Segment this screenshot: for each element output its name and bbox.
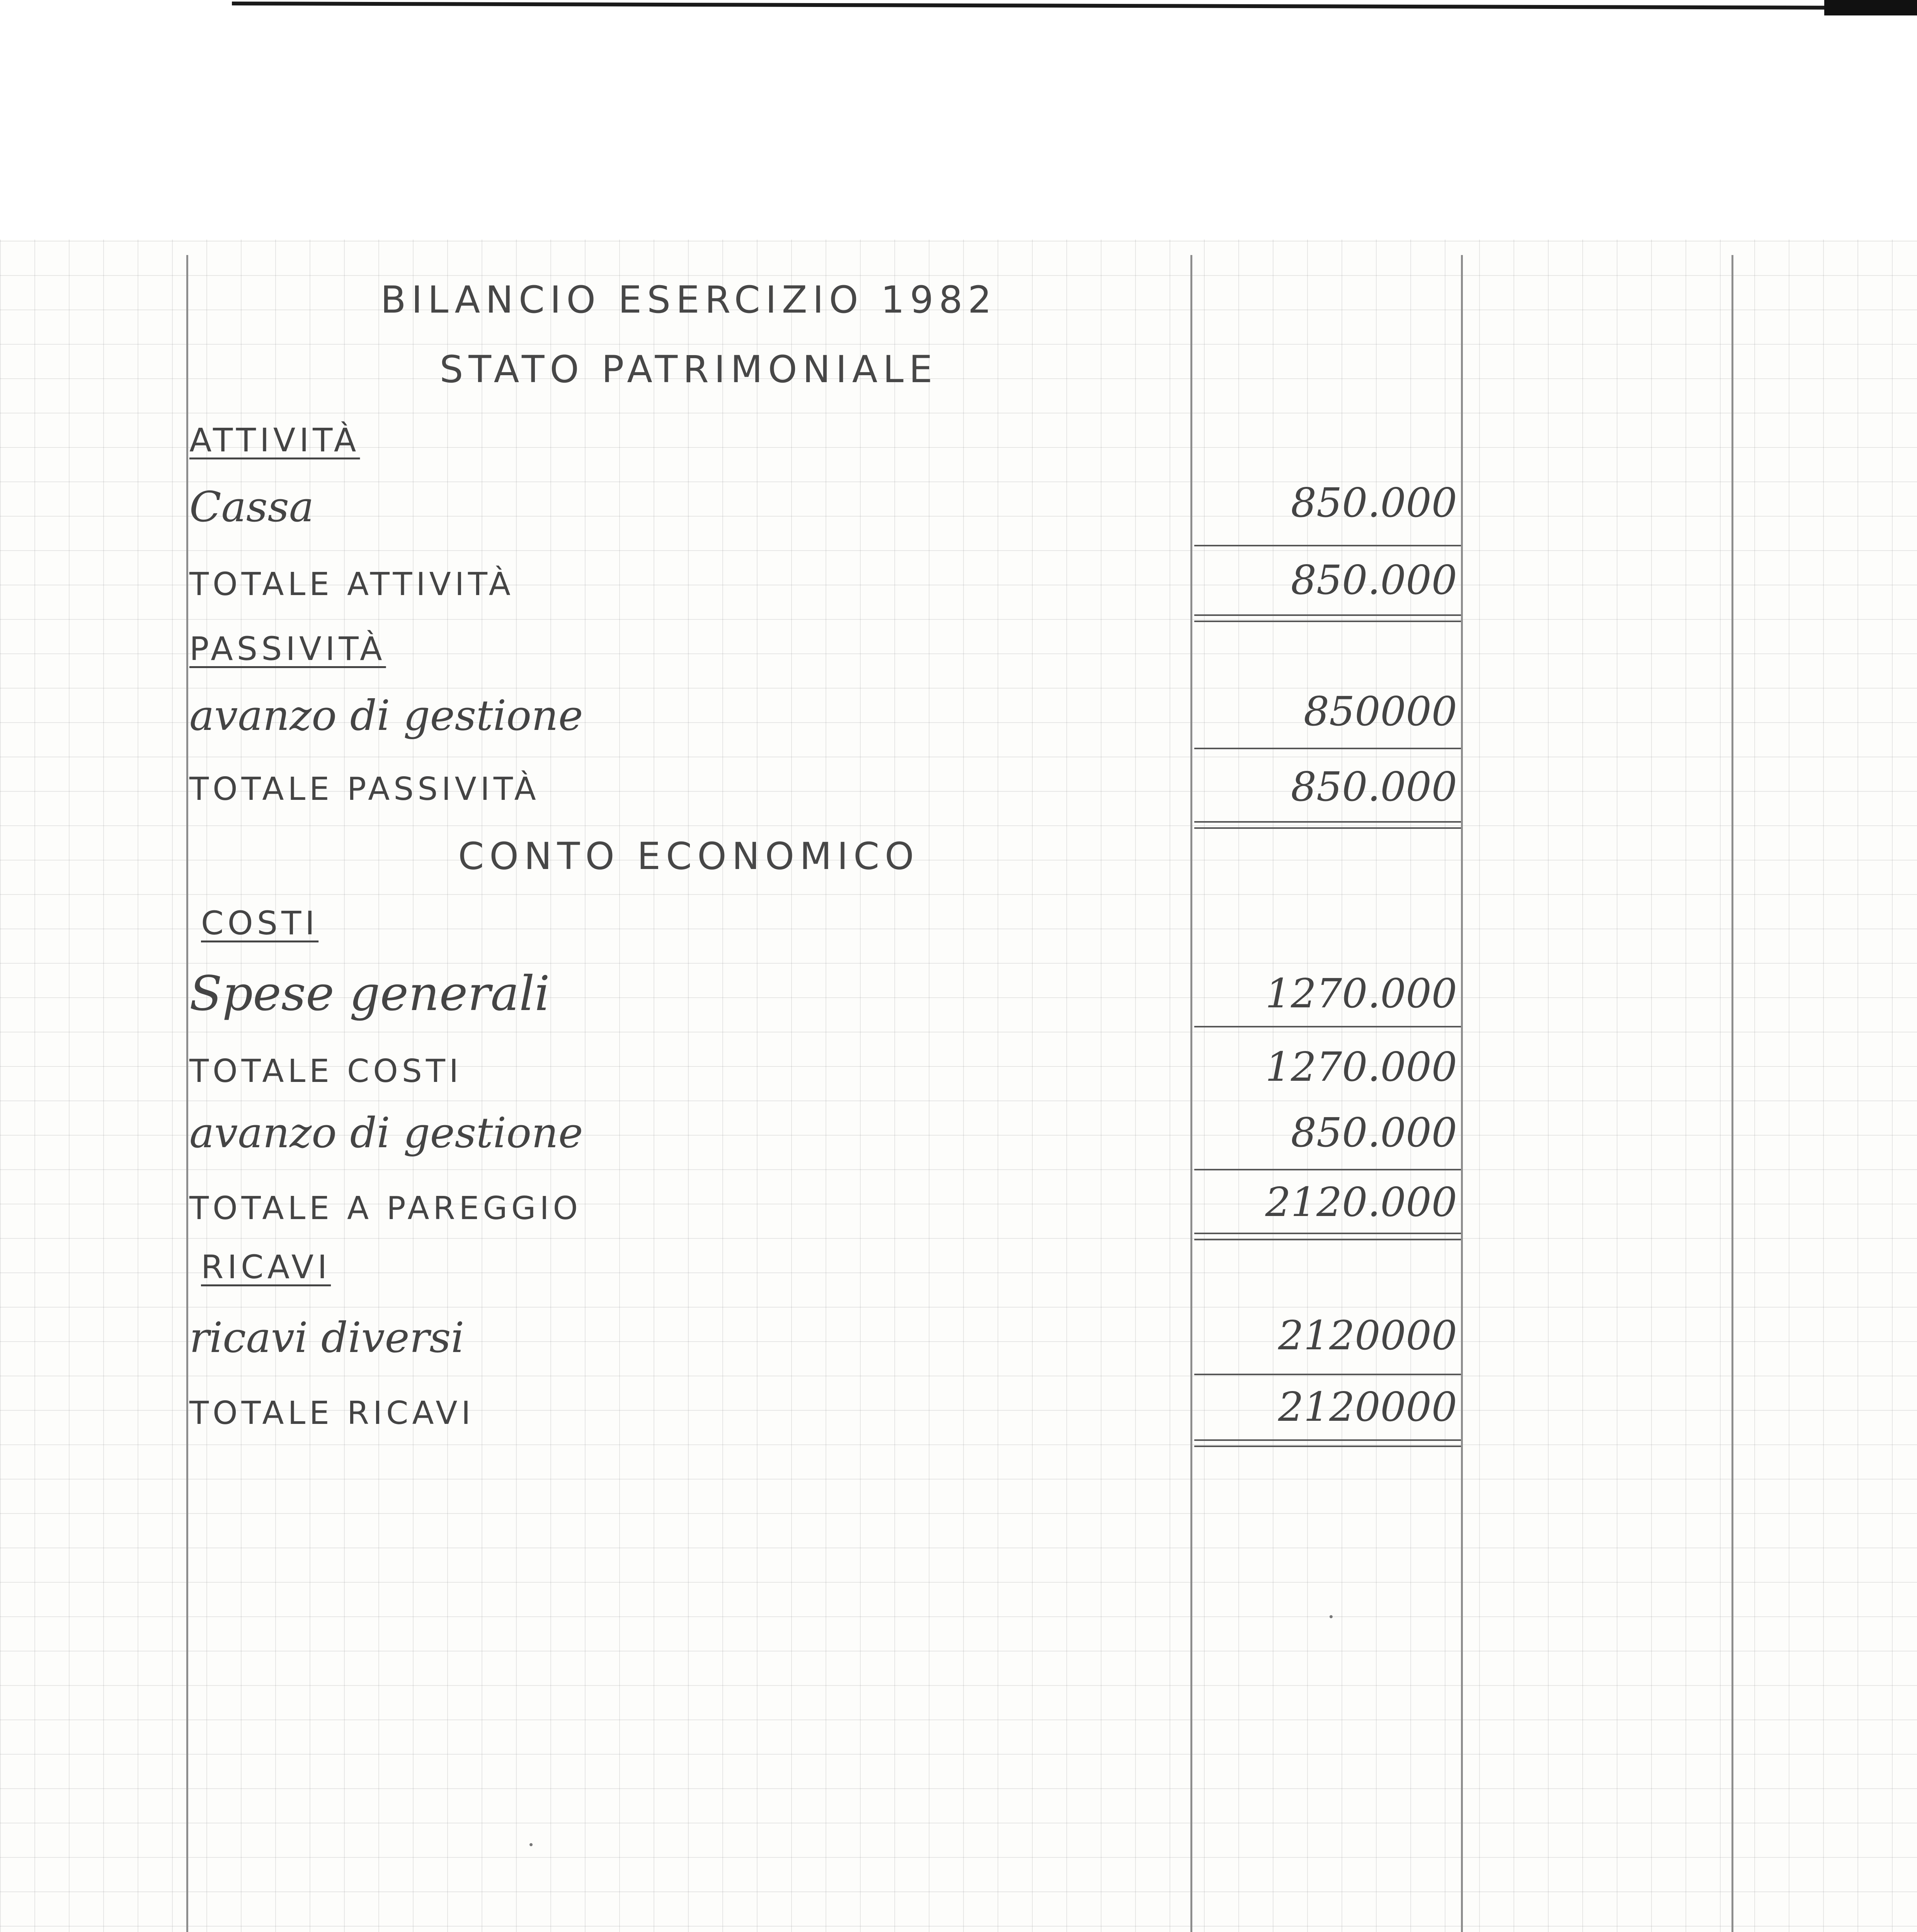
- section-title-conto-economico: CONTO ECONOMICO: [458, 835, 919, 878]
- total-amount-attivita: 850.000: [1290, 556, 1457, 604]
- heading-passivita: PASSIVITÀ: [189, 630, 386, 668]
- total-label-ricavi: TOTALE RICAVI: [189, 1395, 475, 1432]
- total-amount-passivita: 850.000: [1290, 763, 1457, 810]
- paper-speck: [529, 1843, 533, 1846]
- row-amount-spese-generali: 1270.000: [1265, 970, 1457, 1017]
- total-double-rule: [1194, 821, 1461, 829]
- margin-rule: [186, 255, 188, 1932]
- total-label-pareggio: TOTALE A PAREGGIO: [189, 1190, 582, 1227]
- row-amount-avanzo-gestione: 850.000: [1290, 1109, 1457, 1156]
- row-label-spese-generali: Spese generali: [189, 966, 550, 1022]
- row-label-cassa: Cassa: [189, 483, 314, 531]
- total-amount-ricavi: 2120000: [1278, 1383, 1457, 1430]
- total-amount-pareggio: 2120.000: [1265, 1179, 1457, 1226]
- total-label-attivita: TOTALE ATTIVITÀ: [189, 566, 514, 603]
- scan-corner-shadow: [1824, 0, 1917, 15]
- total-label-costi: TOTALE COSTI: [189, 1053, 463, 1090]
- row-label-avanzo-passivita: avanzo di gestione: [189, 692, 583, 740]
- column-rule-amounts-right: [1461, 255, 1463, 1932]
- subtotal-rule: [1194, 748, 1461, 749]
- page-header-margin: [0, 0, 1917, 240]
- document-title: BILANCIO ESERCIZIO 1982: [380, 278, 997, 321]
- total-double-rule: [1194, 1439, 1461, 1447]
- subtotal-rule: [1194, 1169, 1461, 1170]
- subtotal-rule: [1194, 1374, 1461, 1375]
- column-rule-amounts-left: [1190, 255, 1192, 1932]
- section-title-stato-patrimoniale: STATO PATRIMONIALE: [439, 348, 938, 391]
- subtotal-rule: [1194, 1026, 1461, 1027]
- heading-costi: COSTI: [201, 904, 319, 942]
- total-double-rule: [1194, 614, 1461, 622]
- paper-speck: [1330, 1615, 1333, 1618]
- row-label-ricavi-diversi: ricavi diversi: [189, 1314, 465, 1362]
- row-amount-avanzo-passivita: 850000: [1303, 688, 1457, 735]
- heading-ricavi: RICAVI: [201, 1248, 331, 1286]
- column-rule-outer: [1731, 255, 1733, 1932]
- row-amount-ricavi-diversi: 2120000: [1278, 1312, 1457, 1359]
- row-amount-cassa: 850.000: [1290, 479, 1457, 526]
- subtotal-rule: [1194, 545, 1461, 546]
- total-double-rule: [1194, 1233, 1461, 1240]
- row-label-avanzo-gestione: avanzo di gestione: [189, 1109, 583, 1157]
- total-label-passivita: TOTALE PASSIVITÀ: [189, 771, 540, 808]
- total-amount-costi: 1270.000: [1265, 1043, 1457, 1090]
- heading-attivita: ATTIVITÀ: [189, 421, 360, 459]
